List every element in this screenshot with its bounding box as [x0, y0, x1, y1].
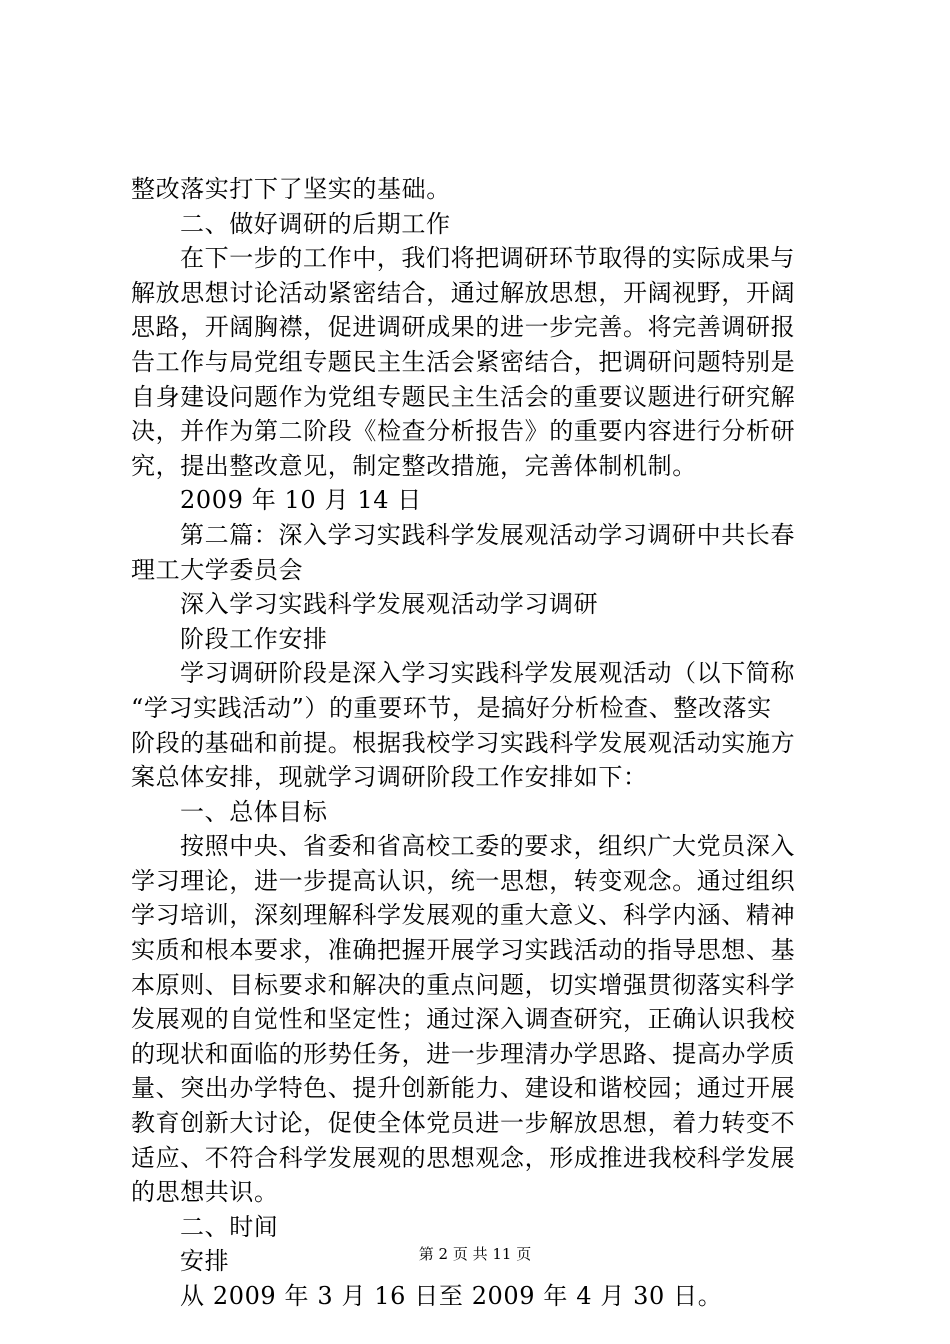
- text-line: 整改落实打下了坚实的基础。: [131, 175, 451, 203]
- text-line: 适应、不符合科学发展观的思想观念，形成推进我校科学发展: [131, 1143, 796, 1172]
- text-line: 案总体安排，现就学习调研阶段工作安排如下：: [131, 763, 648, 792]
- text-line: 2009 年 10 月 14 日: [180, 486, 422, 515]
- text-line: 一、总体目标: [180, 797, 328, 826]
- document-body: [131, 172, 821, 1314]
- text-line: 在下一步的工作中，我们将把调研环节取得的实际成果与: [180, 244, 795, 273]
- text-line: 安排: [180, 1247, 230, 1276]
- text-line: 的思想共识。: [131, 1178, 279, 1207]
- text-line: 阶段工作安排: [180, 624, 328, 653]
- page-footer: 第 2 页 共 11 页: [418, 1245, 532, 1263]
- text-line: 深入学习实践科学发展观活动学习调研: [180, 590, 599, 619]
- text-line: 实质和根本要求，准确把握开展学习实践活动的指导思想、基: [131, 936, 796, 965]
- text-line: 的现状和面临的形势任务，进一步理清办学思路、提高办学质: [131, 1039, 796, 1068]
- text-line: 二、时间: [180, 1212, 279, 1241]
- text-line: 自身建设问题作为党组专题民主生活会的重要议题进行研究解: [131, 382, 796, 411]
- text-line: 本原则、目标要求和解决的重点问题，切实增强贯彻落实科学: [131, 970, 796, 999]
- text-line: 学习调研阶段是深入学习实践科学发展观活动（以下简称: [180, 659, 795, 688]
- text-line: 按照中央、省委和省高校工委的要求，组织广大党员深入: [180, 832, 795, 861]
- text-line: 阶段的基础和前提。根据我校学习实践科学发展观活动实施方: [131, 728, 796, 757]
- text-line: 量、突出办学特色、提升创新能力、建设和谐校园；通过开展: [131, 1074, 796, 1103]
- text-line: 究，提出整改意见，制定整改措施，完善体制机制。: [131, 451, 697, 480]
- text-line: 学习理论，进一步提高认识，统一思想，转变观念。通过组织: [131, 866, 796, 895]
- text-line: 解放思想讨论活动紧密结合，通过解放思想，开阔视野，开阔: [131, 278, 796, 307]
- text-line: 第二篇：深入学习实践科学发展观活动学习调研中共长春: [180, 520, 795, 549]
- text-line: 告工作与局党组专题民主生活会紧密结合，把调研问题特别是: [131, 347, 796, 376]
- text-line: 二、做好调研的后期工作: [180, 209, 451, 238]
- text-line: 教育创新大讨论，促使全体党员进一步解放思想，着力转变不: [131, 1109, 796, 1138]
- text-line: 思路，开阔胸襟，促进调研成果的进一步完善。将完善调研报: [131, 313, 796, 342]
- text-line: 从 2009 年 3 月 16 日至 2009 年 4 月 30 日。: [180, 1282, 723, 1310]
- text-line: 学习培训，深刻理解科学发展观的重大意义、科学内涵、精神: [131, 901, 796, 930]
- text-line: 决，并作为第二阶段《检查分析报告》的重要内容进行分析研: [131, 417, 796, 446]
- text-line: 理工大学委员会: [131, 555, 304, 584]
- text-line: 发展观的自觉性和坚定性；通过深入调查研究，正确认识我校: [131, 1005, 796, 1034]
- text-line: “学习实践活动”）的重要环节，是搞好分析检查、整改落实: [131, 693, 772, 722]
